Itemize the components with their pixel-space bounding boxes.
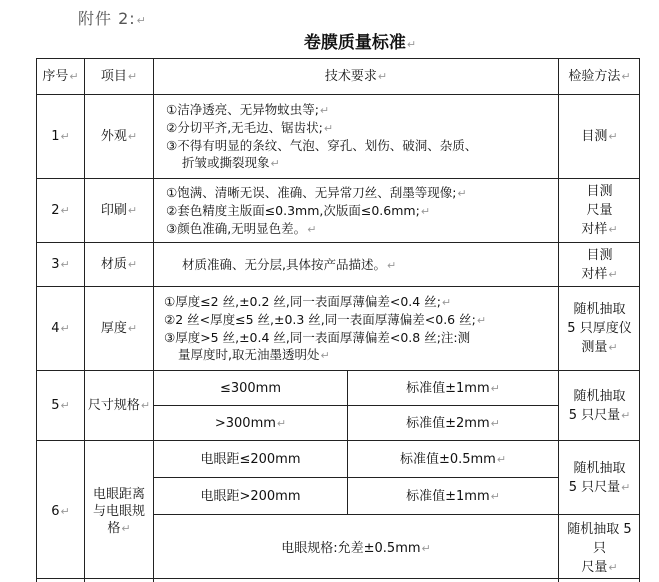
row-6-item: 电眼距离 与电眼规 格↵	[84, 440, 153, 582]
header-requirements: 技术要求 ↵	[153, 58, 558, 94]
row-5-no: 5 ↵	[36, 370, 84, 440]
row-6-no: 6 ↵	[36, 440, 84, 582]
row-4-no: 4 ↵	[36, 286, 84, 370]
row-6-condition-1: 电眼距≤200mm	[153, 440, 347, 477]
row-2-item: 印刷 ↵	[84, 178, 153, 242]
row-3-requirements: 材质准确、无分层,具体按产品描述。↵	[153, 242, 558, 286]
row-5-method: 随机抽取 5 只尺量↵	[558, 370, 640, 440]
row-1-no: 1 ↵	[36, 94, 84, 178]
row-6-method: 随机抽取 5 只尺量↵	[558, 440, 640, 514]
attachment-label: 附件 2:↵	[78, 9, 147, 28]
row-5-standard-1: 标准值±1mm ↵	[347, 370, 558, 405]
row-5-standard-2: 标准值±2mm ↵	[347, 405, 558, 440]
row-6-condition-2: 电眼距>200mm	[153, 477, 347, 514]
row-6-standard-1: 标准值±0.5mm ↵	[347, 440, 558, 477]
row-1-requirements: ①洁净透亮、无异物蚊虫等;↵ ②分切平齐,无毛边、锯齿状;↵ ③不得有明显的条纹、气泡、穿孔、划伤、破洞、杂质、 折皱或撕裂现象↵	[153, 94, 558, 178]
header-no: 序号 ↵	[36, 58, 84, 94]
row-3-item: 材质 ↵	[84, 242, 153, 286]
row-5-condition-2: >300mm ↵	[153, 405, 347, 440]
document-title: 卷膜质量标准↵	[303, 33, 417, 53]
row-6-spec: 电眼规格:允差±0.5mm ↵	[153, 514, 558, 582]
row-3-method: 目测 对样↵	[558, 242, 640, 286]
row-2-requirements: ①饱满、清晰无误、准确、无异常刀丝、刮墨等现像;↵ ②套色精度主版面≤0.3mm,次版面≤0.6mm;↵ ③颜色准确,无明显色差。↵	[153, 178, 558, 242]
row-2-no: 2 ↵	[36, 178, 84, 242]
row-6-spec-method: 随机抽取 5 只 尺量↵	[558, 514, 640, 582]
table-right-border	[639, 58, 640, 582]
row-4-item: 厚度 ↵	[84, 286, 153, 370]
row-6-standard-2: 标准值±1mm ↵	[347, 477, 558, 514]
table-bottom-border	[36, 578, 640, 579]
row-1-method: 目测↵	[558, 94, 640, 178]
header-item: 项目 ↵	[84, 58, 153, 94]
row-5-item: 尺寸规格 ↵	[84, 370, 153, 440]
row-2-method: 目测 尺量 对样↵	[558, 178, 640, 242]
header-method: 检验方法 ↵	[558, 58, 640, 94]
row-5-condition-1: ≤300mm	[153, 370, 347, 405]
row-1-item: 外观 ↵	[84, 94, 153, 178]
row-3-no: 3 ↵	[36, 242, 84, 286]
row-4-requirements: ①厚度≤2 丝,±0.2 丝,同一表面厚薄偏差<0.4 丝;↵ ②2 丝<厚度≤5 丝,±0.3 丝,同一表面厚薄偏差<0.6 丝;↵ ③厚度>5 丝,±0.4 丝,同一表面厚薄偏差<0.8 丝;注:测 量厚度时,取无油墨透明处↵	[153, 286, 558, 370]
row-4-method: 随机抽取 5 只厚度仪 测量↵	[558, 286, 640, 370]
